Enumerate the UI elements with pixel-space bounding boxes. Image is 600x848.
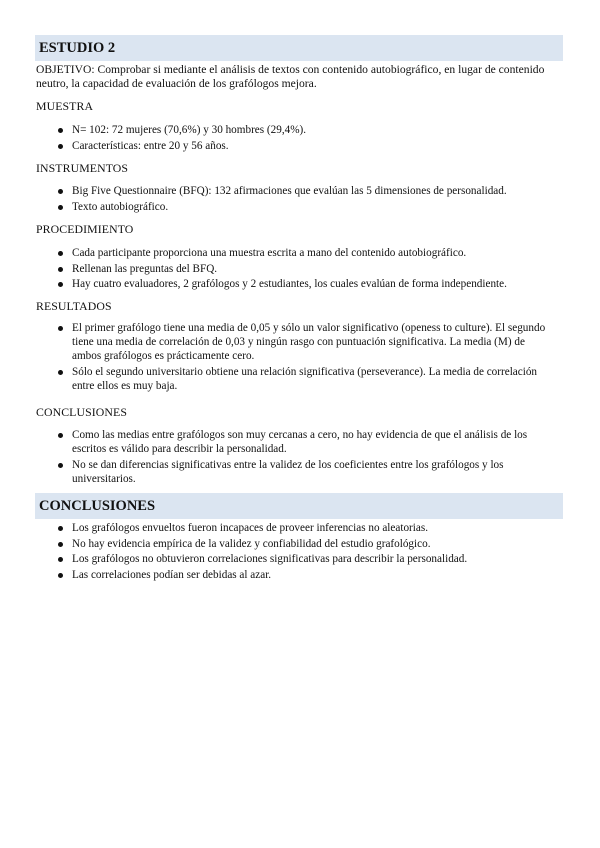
section-heading-muestra: MUESTRA <box>36 99 94 113</box>
list-item: Los grafólogos envueltos fueron incapaces de proveer inferencias no aleatorias. <box>36 521 552 535</box>
list-item: N= 102: 72 mujeres (70,6%) y 30 hombres (29,4%). <box>36 123 552 137</box>
list-item: Características: entre 20 y 56 años. <box>36 139 552 153</box>
list-item: No hay evidencia empírica de la validez y confiabilidad del estudio grafológico. <box>36 537 552 551</box>
procedimiento-list <box>36 246 552 293</box>
conclusiones-list <box>36 428 552 487</box>
resultados-list <box>36 321 552 394</box>
objective-paragraph <box>36 63 556 91</box>
list-item: El primer grafólogo tiene una media de 0,05 y sólo un valor significativo (openess to culture). El segundo tiene una media de correlación de 0,03 y ningún rasgo con puntuación significativa. La media (M) de ambos grafólogos es prácticamente cero. <box>36 321 552 363</box>
list-item: Big Five Questionnaire (BFQ): 132 afirmaciones que evalúan las 5 dimensiones de personalidad. <box>36 184 552 198</box>
list-item: Sólo el segundo universitario obtiene una relación significativa (perseverance). La media de correlación entre ellos es muy baja. <box>36 365 552 393</box>
conclusions-list <box>36 521 552 583</box>
section-heading-procedimiento: PROCEDIMIENTO <box>36 222 134 236</box>
section-heading-instrumentos: INSTRUMENTOS <box>36 161 129 175</box>
section-heading-resultados: RESULTADOS <box>36 299 112 313</box>
list-item: Cada participante proporciona una muestra escrita a mano del contenido autobiográfico. <box>36 246 552 260</box>
section-heading-conclusiones: CONCLUSIONES <box>36 405 127 419</box>
list-item: Texto autobiográfico. <box>36 200 552 214</box>
conclusions-title: CONCLUSIONES <box>35 493 563 519</box>
objective-text: : Comprobar si mediante el análisis de textos con contenido autobiográfico, en lugar de contenido neutro, la capacidad de evaluación de los grafólogos mejora. <box>36 63 545 91</box>
muestra-list <box>36 123 552 154</box>
list-item: No se dan diferencias significativas entre la validez de los coeficientes entre los grafólogos y los universitarios. <box>36 458 552 486</box>
objective-label: OBJETIVO <box>36 63 92 76</box>
list-item: Los grafólogos no obtuvieron correlaciones significativas para describir la personalidad. <box>36 552 552 566</box>
study-title: ESTUDIO 2 <box>35 35 563 61</box>
list-item: Como las medias entre grafólogos son muy cercanas a cero, no hay evidencia de que el análisis de los escritos es válido para describir la personalidad. <box>36 428 552 456</box>
list-item: Hay cuatro evaluadores, 2 grafólogos y 2 estudiantes, los cuales evalúan de forma independiente. <box>36 277 552 291</box>
list-item: Las correlaciones podían ser debidas al azar. <box>36 568 552 582</box>
list-item: Rellenan las preguntas del BFQ. <box>36 262 552 276</box>
instrumentos-list <box>36 184 552 215</box>
